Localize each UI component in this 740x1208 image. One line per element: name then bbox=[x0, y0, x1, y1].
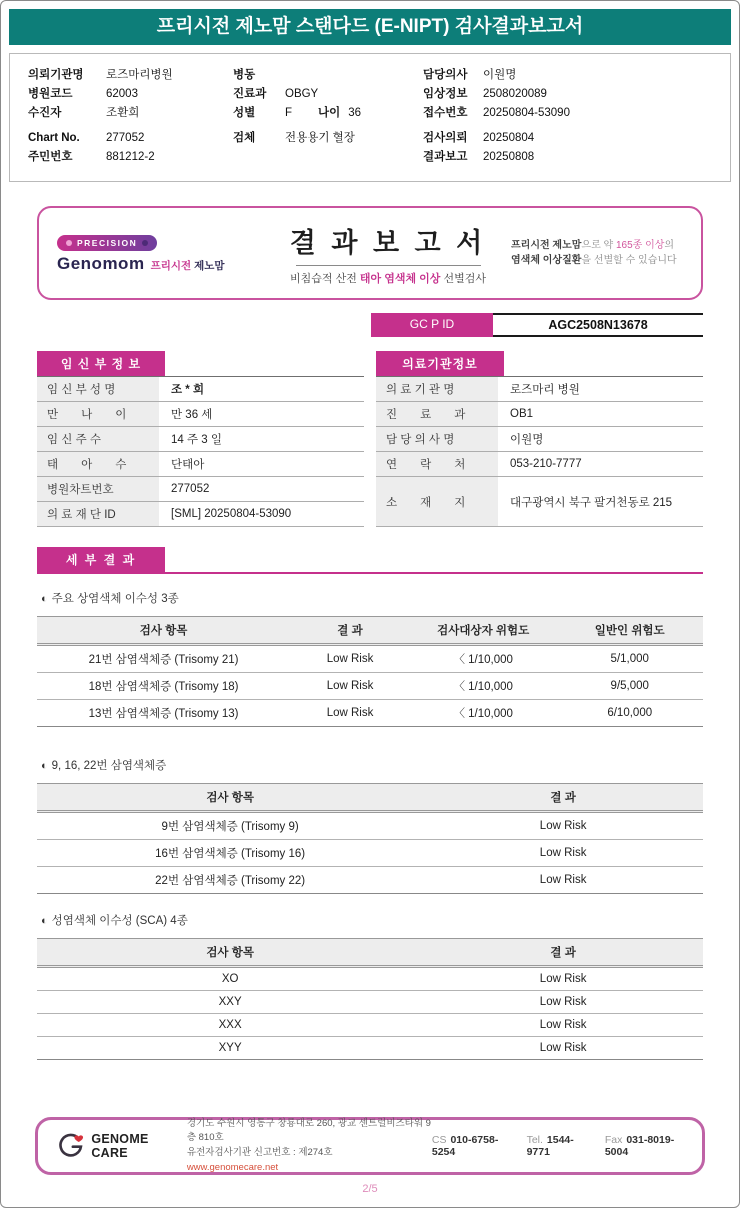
sca-table bbox=[37, 938, 703, 1060]
table-row: 연 락 처 053-210-7777 bbox=[376, 452, 703, 477]
title-underline bbox=[296, 265, 481, 266]
table-header-row: 검사 항목 결 과 bbox=[37, 939, 703, 967]
report-subtitle: 비침습적 산전 태아 염색체 이상 선별검사 bbox=[290, 272, 486, 285]
genomom-logo bbox=[57, 233, 265, 274]
table-row: 만 나 이 만 36 세 bbox=[37, 402, 364, 427]
table-row: XXY Low Risk bbox=[37, 991, 703, 1014]
table-row: 병원차트번호 277052 bbox=[37, 477, 364, 502]
field-report-date: 결과보고 20250808 bbox=[423, 151, 535, 163]
table-header-row: 검사 항목 결 과 bbox=[37, 784, 703, 812]
table-row: 임 신 주 수 14 주 3 일 bbox=[37, 427, 364, 452]
table-row: 13번 삼염색체증 (Trisomy 13) Low Risk 〈 1/10,000 6/10,000 bbox=[37, 700, 703, 727]
genome-care-logo bbox=[56, 1131, 187, 1161]
detail-results-title: 세 부 결 과 bbox=[37, 547, 165, 572]
group3-caption: ◐ 성염색체 이수성 (SCA) 4종 bbox=[41, 915, 188, 927]
field-department: 진료과 OBGY bbox=[233, 88, 319, 100]
field-ward: 병동 bbox=[233, 69, 256, 81]
contact-cs: CS 010-6758-5254 bbox=[431, 1134, 499, 1158]
precision-badge: PRECISION bbox=[57, 235, 157, 251]
field-patient-name: 수진자 조환희 bbox=[28, 107, 140, 119]
table-row: XYY Low Risk bbox=[37, 1037, 703, 1060]
table-row: 태 아 수 단태아 bbox=[37, 452, 364, 477]
group2-caption: ◐ 9, 16, 22번 삼염색체증 bbox=[41, 760, 167, 772]
address-line2: 유전자검사기관 신고번호 : 제274호 bbox=[186, 1147, 333, 1158]
field-request-date: 검사의뢰 20250804 bbox=[423, 132, 535, 144]
table-row: 18번 삼염색체증 (Trisomy 18) Low Risk 〈 1/10,000 9/5,000 bbox=[37, 673, 703, 700]
trisomy-9-16-22-table bbox=[37, 783, 703, 894]
contact-tel: Tel. 1544-9771 bbox=[526, 1134, 574, 1158]
page-number: 2/5 bbox=[362, 1183, 378, 1195]
table-row: 의 료 기 관 명 로즈마리 병원 bbox=[376, 377, 703, 402]
table-row: 의 료 재 단 ID [SML] 20250804-53090 bbox=[37, 502, 364, 527]
report-header-box bbox=[37, 206, 703, 300]
contact-fax: Fax 031-8019-5004 bbox=[604, 1134, 675, 1158]
request-info-col2 bbox=[233, 66, 423, 167]
table-row: 21번 삼염색체증 (Trisomy 21) Low Risk 〈 1/10,000 5/1,000 bbox=[37, 645, 703, 673]
table-row: 소 재 지 대구광역시 북구 팔거천동로 215 bbox=[376, 477, 703, 527]
brand-name-kr2: 제노맘 bbox=[194, 259, 225, 272]
gcp-id-row bbox=[37, 313, 703, 337]
website-link: www.genomecare.net bbox=[186, 1161, 279, 1173]
group1-caption: ◐ 주요 상염색체 이수성 3종 bbox=[41, 593, 179, 605]
mother-info-title: 임 신 부 정 보 bbox=[37, 351, 165, 376]
report-main-title: 결 과 보 고 서 bbox=[289, 227, 487, 258]
brand-line bbox=[57, 254, 265, 274]
gcp-id-label: GC P ID bbox=[371, 313, 493, 337]
footer-contact bbox=[432, 1134, 684, 1158]
field-specimen: 검체 전용용기 혈장 bbox=[233, 132, 355, 144]
clinic-info-table bbox=[376, 351, 703, 527]
table-row: 22번 삼염색체증 (Trisomy 22) Low Risk bbox=[37, 867, 703, 894]
table-row: 담 당 의 사 명 이원명 bbox=[376, 427, 703, 452]
genome-care-mark-icon bbox=[56, 1131, 85, 1161]
request-info-panel bbox=[9, 53, 731, 182]
table-row: XO Low Risk bbox=[37, 967, 703, 991]
main-trisomy-table bbox=[37, 616, 703, 727]
half-circle-bullet-icon: ◐ bbox=[41, 915, 48, 927]
brand-name-en: Genomom bbox=[57, 253, 145, 273]
report-title-bar bbox=[9, 9, 731, 45]
report-description: 프리시전 제노맘으로 약 165종 이상의 염색체 이상질환을 선별할 수 있습니다 bbox=[511, 239, 677, 266]
field-ordering-hospital: 의뢰기관명 로즈마리병원 bbox=[28, 69, 173, 81]
field-resident-no: 주민번호 881212-2 bbox=[28, 151, 155, 163]
half-circle-bullet-icon: ◐ bbox=[41, 593, 48, 605]
field-receipt-no: 접수번호 20250804-53090 bbox=[423, 107, 570, 119]
field-hospital-code: 병원코드 62003 bbox=[28, 88, 138, 100]
table-row: 16번 삼염색체증 (Trisomy 16) Low Risk bbox=[37, 840, 703, 867]
table-row: 임 신 부 성 명 조 * 희 bbox=[37, 377, 364, 402]
report-title-bar-text: 프리시전 제노맘 스탠다드 (E-NIPT) 검사결과보고서 bbox=[156, 16, 584, 37]
report-center bbox=[265, 221, 511, 286]
footer-address bbox=[187, 1117, 432, 1176]
field-clinical-info: 임상정보 2508020089 bbox=[423, 88, 547, 100]
address-line1: 경기도 수원시 영통구 창룡대로 260, 광교 센트럴비즈타워 9층 810호 bbox=[186, 1117, 431, 1144]
table-header-row: 검사 항목 결 과 검사대상자 위험도 일반인 위험도 bbox=[37, 617, 703, 645]
clinic-info-title: 의료기관정보 bbox=[376, 351, 504, 376]
footer bbox=[35, 1117, 705, 1175]
badge-dot-icon bbox=[142, 240, 148, 246]
mother-info-table bbox=[37, 351, 364, 527]
request-info-col3 bbox=[423, 66, 712, 167]
table-row: 9번 삼염색체증 (Trisomy 9) Low Risk bbox=[37, 812, 703, 840]
request-info-col1 bbox=[28, 66, 233, 167]
genome-care-name: GENOME CARE bbox=[91, 1132, 149, 1160]
field-sex-age: 성별 F 나이 36 bbox=[233, 107, 362, 119]
field-doctor: 담당의사 이원명 bbox=[423, 69, 517, 81]
table-row: 진 료 과 OB1 bbox=[376, 402, 703, 427]
half-circle-bullet-icon: ◐ bbox=[41, 760, 48, 772]
detail-results-section-header bbox=[37, 547, 703, 574]
badge-dot-icon bbox=[66, 240, 72, 246]
gcp-id-value: AGC2508N13678 bbox=[493, 313, 703, 337]
brand-name-kr1: 프리시전 bbox=[150, 259, 192, 272]
table-row: XXX Low Risk bbox=[37, 1014, 703, 1037]
field-chart-no: Chart No. 277052 bbox=[28, 132, 145, 144]
